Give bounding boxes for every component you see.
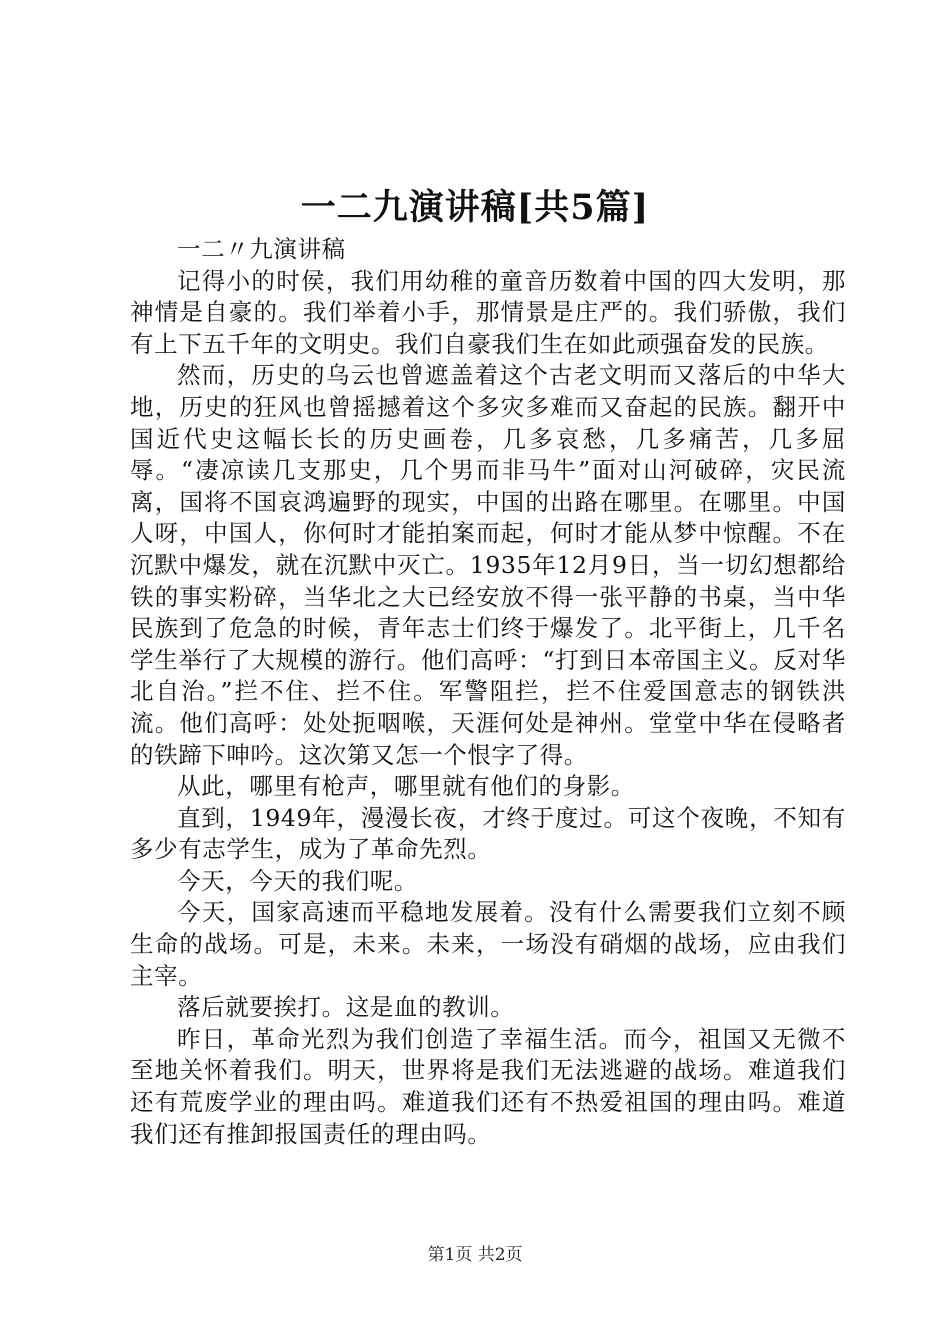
body-paragraph: 今天，国家高速而平稳地发展着。没有什么需要我们立刻不顾生命的战场。可是，未来。未来，一场没有硝烟的战场，应由我们主宰。	[130, 898, 846, 990]
subtitle-paragraph: 一二〃九演讲稿	[177, 235, 346, 263]
body-paragraph: 落后就要挨打。这是血的教训。	[177, 993, 515, 1022]
body-paragraph: 昨日，革命光烈为我们创造了幸福生活。而今，祖国又无微不至地关怀着我们。明天，世界将是我们无法逃避的战场。难道我们还有荒废学业的理由吗。难道我们还有不热爱祖国的理由吗。难道我们还有推卸报国责任的理由吗。	[130, 1024, 846, 1148]
body-paragraph: 记得小的时侯，我们用幼稚的童音历数着中国的四大发明，那神情是自豪的。我们举着小手，那情景是庄严的。我们骄傲，我们有上下五千年的文明史。我们自豪我们生在如此顽强奋发的民族。	[130, 266, 846, 358]
body-paragraph: 今天，今天的我们呢。	[177, 866, 418, 895]
body-paragraph: 从此，哪里有枪声，哪里就有他们的身影。	[177, 772, 635, 801]
page-number-footer: 第1页 共2页	[427, 1245, 523, 1265]
body-paragraph: 直到，1949年，漫漫长夜，才终于度过。可这个夜晚，不知有多少有志学生，成为了革命先烈。	[130, 803, 846, 864]
body-paragraph: 然而，历史的乌云也曾遮盖着这个古老文明而又落后的中华大地，历史的狂风也曾摇撼着这个多灾多难而又奋起的民族。翻开中国近代史这幅长长的历史画卷，几多哀愁，几多痛苦，几多屈辱。“凄凉读几支那史，几个男而非马牛”面对山河破碎，灾民流离，国将不国哀鸿遍野的现实，中国的出路在哪里。在哪里。中国人呀，中国人，你何时才能拍案而起，何时才能从梦中惊醒。不在沉默中爆发，就在沉默中灭亡。1935年12月9日，当一切幻想都给铁的事实粉碎，当华北之大已经安放不得一张平静的书桌，当中华民族到了危急的时候，青年志士们终于爆发了。北平街上，几千名学生举行了大规模的游行。他们高呼：“打到日本帝国主义。反对华北自治。”拦不住、拦不住。军警阻拦，拦不住爱国意志的钢铁洪流。他们高呼：处处扼咽喉，天涯何处是神州。堂堂中华在侵略者的铁蹄下呻吟。这次第又怎一个恨字了得。	[130, 361, 846, 769]
document-body	[130, 234, 846, 1150]
page-title: 一二九演讲稿[共5篇]	[300, 187, 650, 228]
